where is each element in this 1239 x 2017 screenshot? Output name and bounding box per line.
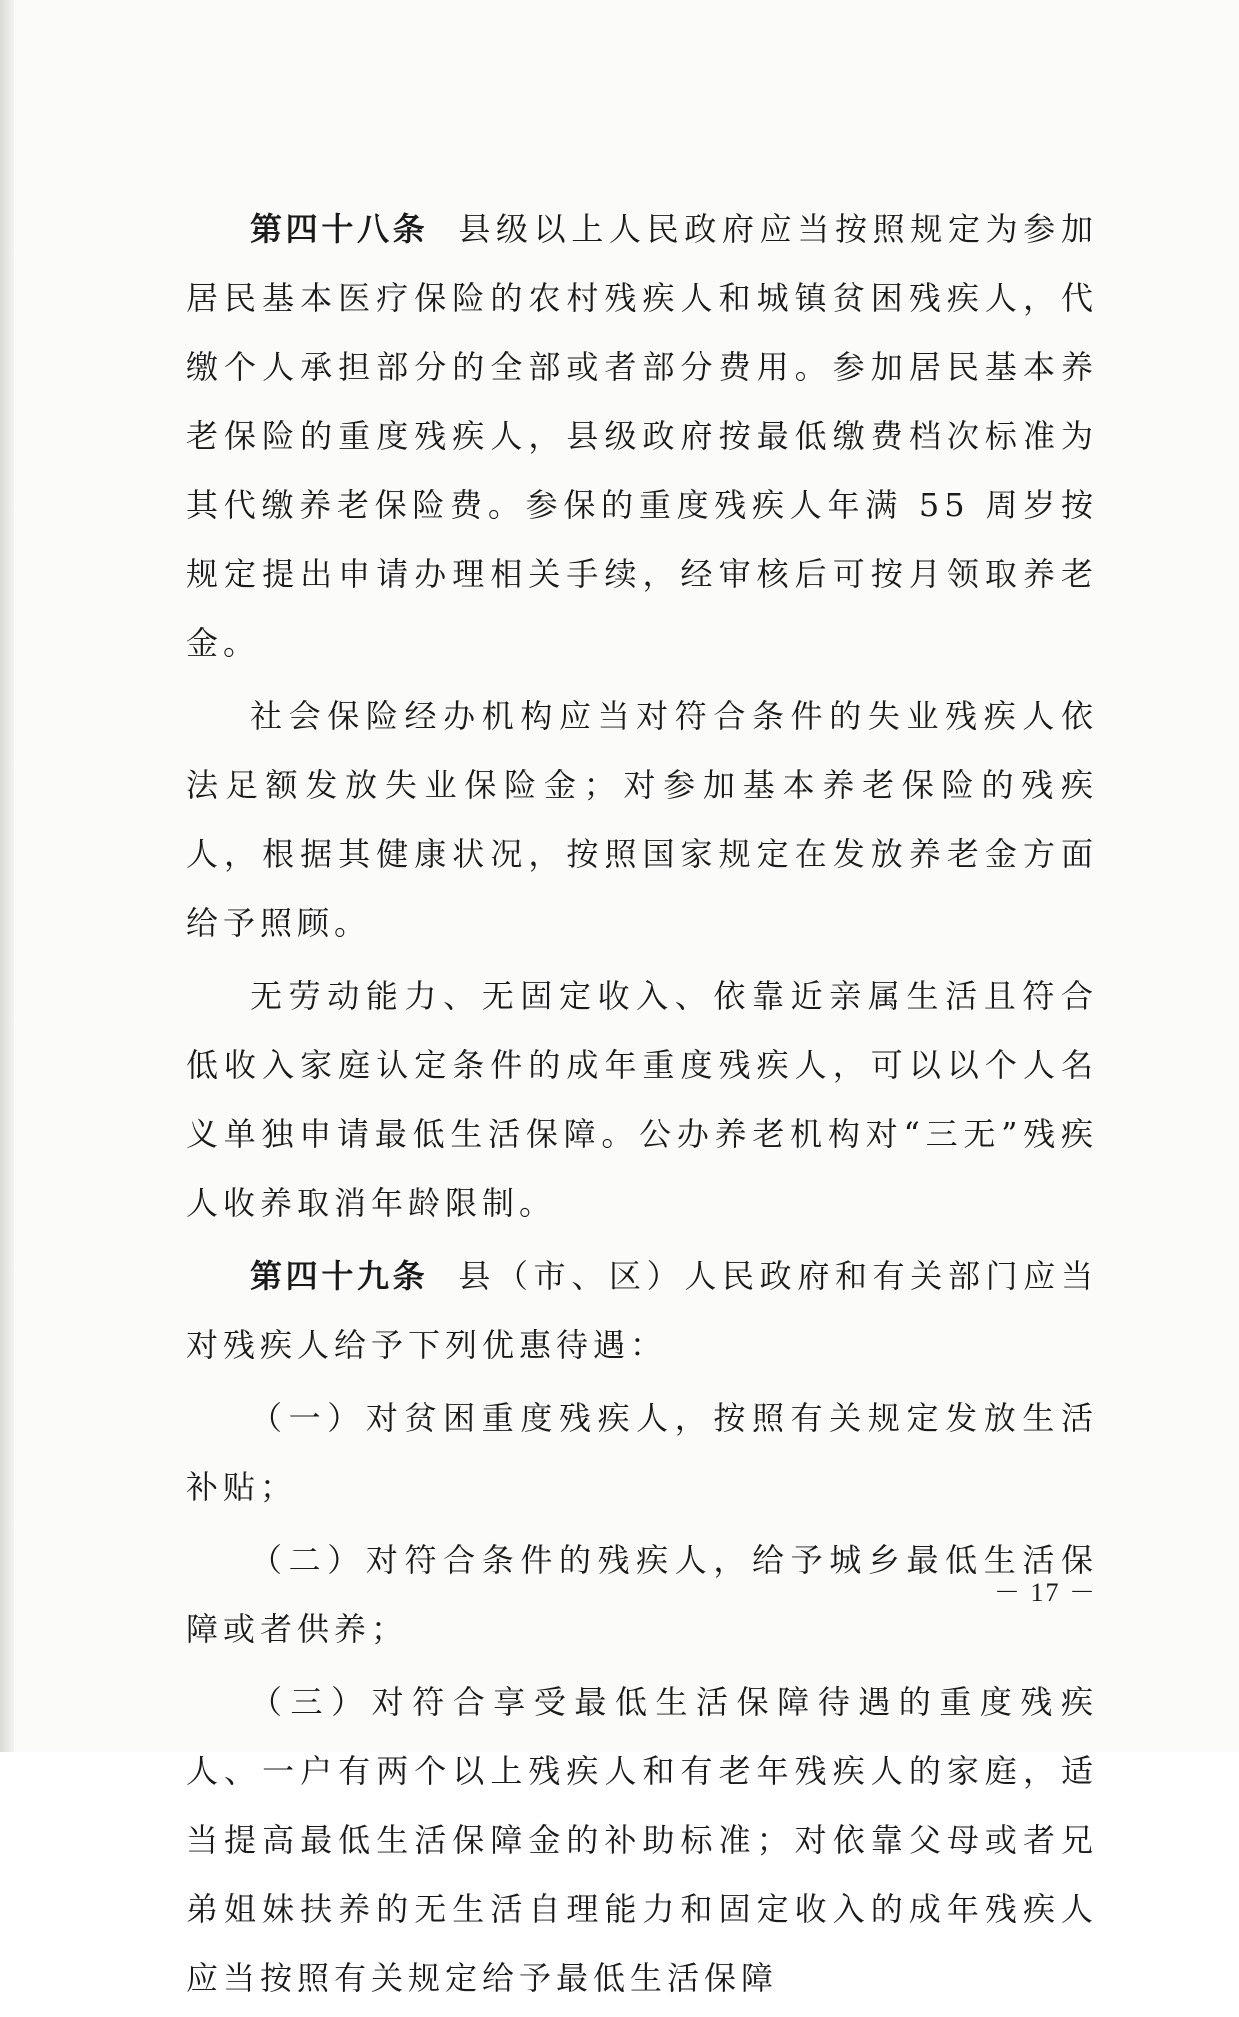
article-48-paragraph: [186, 195, 1098, 678]
list-item-3: （三）对符合享受最低生活保障待遇的重度残疾人、一户有两个以上残疾人和有老年残疾人的家庭，适当提高最低生活保障金的补助标准；对依靠父母或者兄弟姐妹扶养的无生活自理能力和固定收入的成年残疾人应当按照有关规定给予最低生活保障: [186, 1683, 1098, 1997]
scan-binding-edge: [0, 0, 14, 1752]
article-49-paragraph: [186, 1242, 1098, 1380]
article-49-text: 县（市、区）人民政府和有关部门应当对残疾人给予下列优惠待遇：: [186, 1257, 1098, 1364]
minimum-living-security-paragraph: 无劳动能力、无固定收入、依靠近亲属生活且符合低收入家庭认定条件的成年重度残疾人，可以以个人名义单独申请最低生活保障。公办养老机构对“三无”残疾人收养取消年龄限制。: [186, 977, 1098, 1222]
list-item-1: （一）对贫困重度残疾人，按照有关规定发放生活补贴；: [186, 1399, 1098, 1506]
page-number: － 17 －: [994, 1578, 1098, 1607]
unemployment-insurance-paragraph: 社会保险经办机构应当对符合条件的失业残疾人依法足额发放失业保险金；对参加基本养老保险的残疾人，根据其健康状况，按照国家规定在发放养老金方面给予照顾。: [186, 697, 1098, 942]
document-body: [186, 195, 1098, 2017]
article-48-text: 县级以上人民政府应当按照规定为参加居民基本医疗保险的农村残疾人和城镇贫困残疾人，代缴个人承担部分的全部或者部分费用。参加居民基本养老保险的重度残疾人，县级政府按最低缴费档次标准为其代缴养老保险费。参保的重度残疾人年满 55 周岁按规定提出申请办理相关手续，经审核后可按月领取养老金。: [186, 210, 1098, 662]
article-48-title: 第四十八条: [250, 210, 429, 248]
article-49-title: 第四十九条: [250, 1257, 429, 1295]
list-item-2: （二）对符合条件的残疾人，给予城乡最低生活保障或者供养；: [186, 1541, 1098, 1648]
